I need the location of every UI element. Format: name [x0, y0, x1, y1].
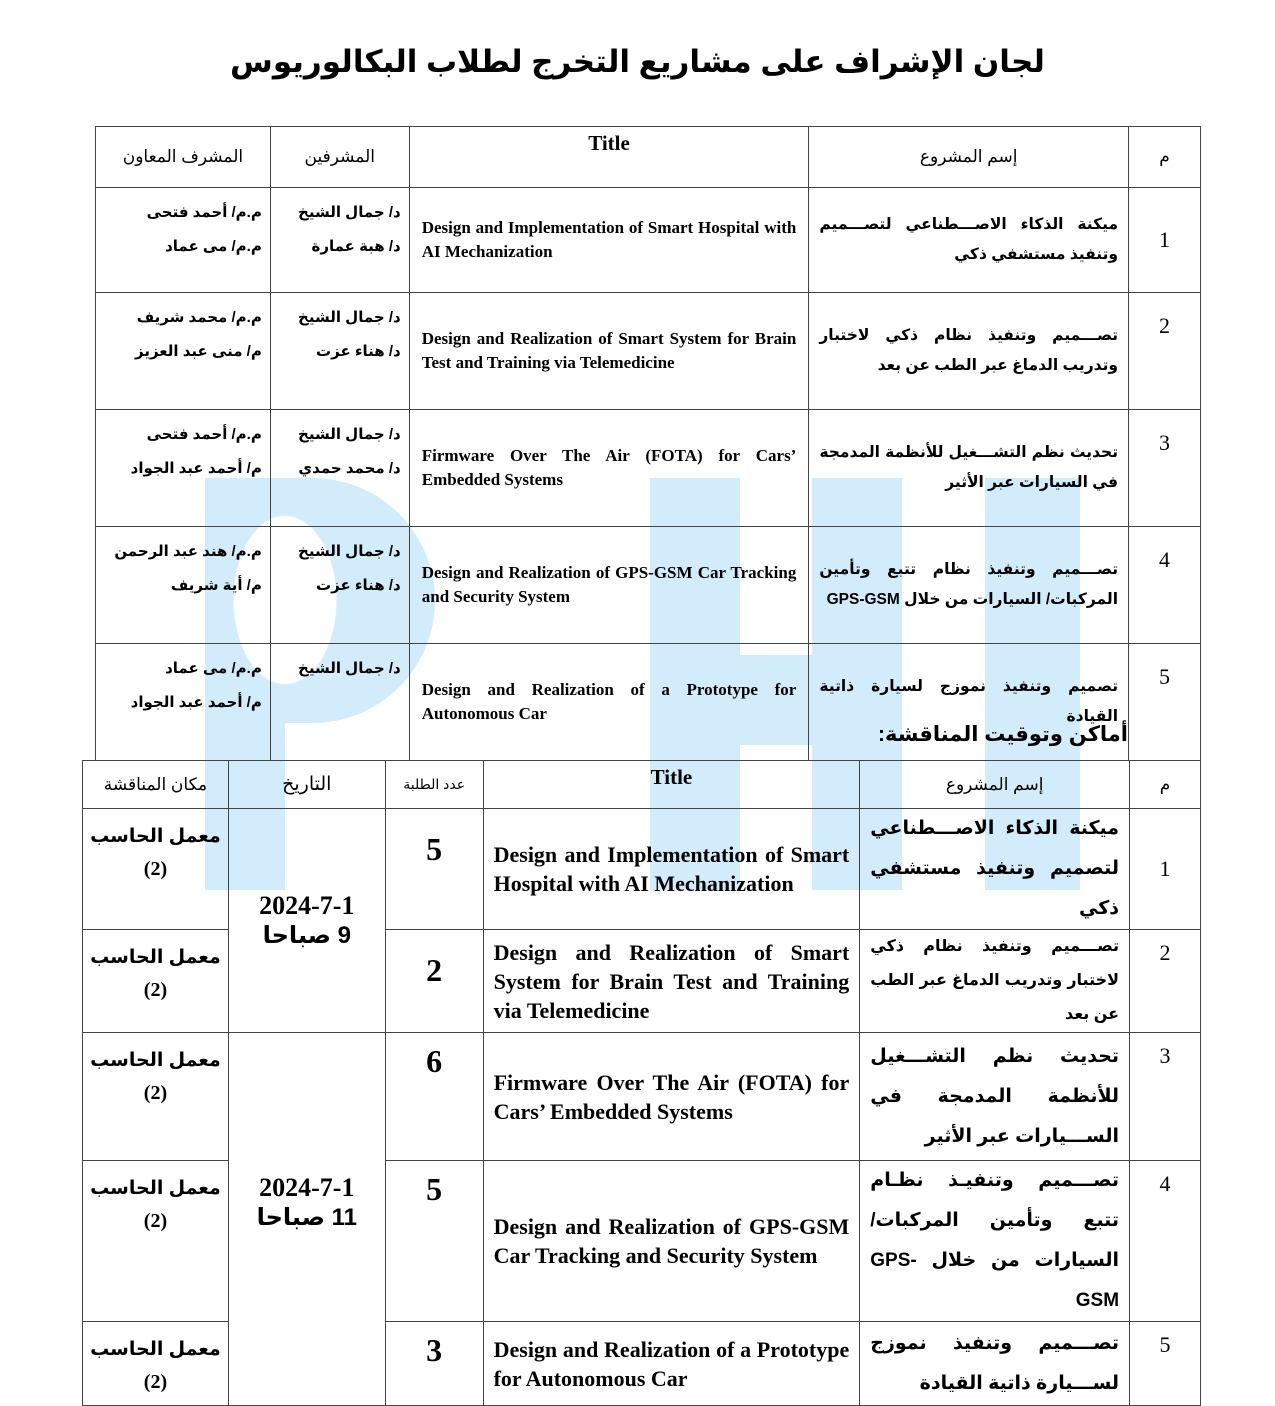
- project-name-ar: تحديث نظم التشـــغيل للأنظمة المدمجة في السيارات عبر الأثير: [809, 410, 1129, 527]
- venue-number: (2): [143, 1210, 168, 1232]
- project-title-en: Firmware Over The Air (FOTA) for Cars’ Embedded Systems: [409, 410, 809, 527]
- header-title: Title: [483, 761, 860, 809]
- header-venue: مكان المناقشة: [83, 761, 229, 809]
- table-header-row: [96, 127, 1201, 188]
- supervisors-cell: [270, 527, 409, 644]
- project-name-ar: ميكنة الذكاء الاصـــطناعي لتصميم وتنفيذ مستشفي ذكي: [860, 809, 1130, 930]
- discussion-time: 11 صباحا: [256, 1204, 357, 1231]
- project-title-en: Firmware Over The Air (FOTA) for Cars’ Embedded Systems: [483, 1033, 860, 1161]
- venue-name: معمل الحاسب: [90, 1050, 221, 1071]
- venue-number: (2): [143, 858, 168, 880]
- supervisor-name: د/ هناء عزت: [316, 577, 401, 594]
- venue-cell: [83, 1322, 229, 1406]
- venue-cell: [83, 930, 229, 1033]
- row-index: 1: [1130, 809, 1201, 930]
- co-supervisor-name: م.م/ هند عبد الرحمن: [114, 543, 262, 560]
- row-index: 1: [1129, 188, 1201, 293]
- co-supervisor-name: م.م/ أحمد فتحى: [146, 204, 262, 221]
- supervisor-name: د/ جمال الشيخ: [298, 204, 401, 221]
- supervision-table: [95, 126, 1201, 761]
- project-name-ar: تصـــميم وتنفيذ نظام ذكي لاختبار وتدريب الدماغ عبر الطب عن بعد: [860, 930, 1130, 1033]
- co-supervisors-cell: [96, 410, 271, 527]
- row-index: 5: [1129, 644, 1201, 761]
- co-supervisors-cell: [96, 188, 271, 293]
- co-supervisors-cell: [96, 644, 271, 761]
- project-title-en: Design and Realization of GPS-GSM Car Tracking and Security System: [483, 1161, 860, 1322]
- header-index: م: [1130, 761, 1201, 809]
- page-title: لجان الإشراف على مشاريع التخرج لطلاب البكالوريوس: [230, 44, 1045, 79]
- supervisor-name: د/ هبة عمارة: [311, 238, 401, 255]
- co-supervisor-name: م/ منى عبد العزيز: [135, 343, 262, 360]
- supervisors-cell: [270, 644, 409, 761]
- venue-cell: [83, 809, 229, 930]
- project-title-en: Design and Realization of Smart System for Brain Test and Training via Telemedicine: [409, 293, 809, 410]
- supervisors-cell: [270, 410, 409, 527]
- discussion-table: [82, 760, 1201, 1406]
- project-name-ar: تصـــميم وتنفيذ نموزج لســـيارة ذاتية القيادة: [860, 1322, 1130, 1406]
- supervisors-cell: [270, 293, 409, 410]
- student-count: 2: [385, 930, 483, 1033]
- project-title-en: Design and Implementation of Smart Hospital with AI Mechanization: [483, 809, 860, 930]
- table-row: [96, 527, 1201, 644]
- row-index: 3: [1129, 410, 1201, 527]
- supervisor-name: د/ هناء عزت: [316, 343, 401, 360]
- co-supervisor-name: م.م/ مى عماد: [165, 238, 262, 255]
- co-supervisor-name: م.م/ مى عماد: [165, 660, 262, 677]
- venue-cell: [83, 1161, 229, 1322]
- supervisor-name: د/ جمال الشيخ: [298, 660, 401, 677]
- venue-name: معمل الحاسب: [90, 1178, 221, 1199]
- student-count: 6: [385, 1033, 483, 1161]
- header-title: Title: [409, 127, 809, 188]
- table-row: [83, 809, 1201, 930]
- table-row: [96, 188, 1201, 293]
- discussion-time: 9 صباحا: [262, 921, 351, 949]
- venue-cell: [83, 1033, 229, 1161]
- supervisor-name: د/ جمال الشيخ: [298, 309, 401, 326]
- co-supervisor-name: م.م/ أحمد فتحى: [146, 426, 262, 443]
- project-name-ar: تصميم وتنفيذ نموزج لسيارة ذاتية القيادة: [809, 644, 1129, 761]
- header-co-supervisors: المشرف المعاون: [96, 127, 271, 188]
- student-count: 5: [385, 1161, 483, 1322]
- row-index: 2: [1129, 293, 1201, 410]
- student-count: 5: [385, 809, 483, 930]
- header-date: التاريخ: [228, 761, 385, 809]
- row-index: 5: [1130, 1322, 1201, 1406]
- project-title-en: Design and Realization of a Prototype for Autonomous Car: [409, 644, 809, 761]
- co-supervisors-cell: [96, 527, 271, 644]
- project-title-en: Design and Realization of GPS-GSM Car Tracking and Security System: [409, 527, 809, 644]
- discussion-heading: أماكن وتوقيت المناقشة:: [878, 723, 1128, 746]
- header-student-count: عدد الطلبة: [385, 761, 483, 809]
- row-index: 4: [1130, 1161, 1201, 1322]
- project-name-ar: تصـــميم وتنفيـذ نظـام تتبع وتأمين المركبات/ السيارات من خلال GPS-GSM: [860, 1161, 1130, 1322]
- venue-number: (2): [143, 979, 168, 1001]
- project-title-en: Design and Implementation of Smart Hospital with AI Mechanization: [409, 188, 809, 293]
- supervisor-name: د/ محمد حمدي: [298, 460, 401, 477]
- project-title-en: Design and Realization of Smart System for Brain Test and Training via Telemedicine: [483, 930, 860, 1033]
- table-row: [83, 1033, 1201, 1161]
- co-supervisor-name: م/ أحمد عبد الجواد: [130, 460, 262, 477]
- header-project-name: إسم المشروع: [809, 127, 1129, 188]
- project-name-ar: تصـــميم وتنفيذ نظام تتبع وتأمين المركبات/ السيارات من خلال GPS-GSM: [809, 527, 1129, 644]
- table-row: [96, 293, 1201, 410]
- header-supervisors: المشرفين: [270, 127, 409, 188]
- row-index: 4: [1129, 527, 1201, 644]
- supervisors-cell: [270, 188, 409, 293]
- date-cell: [228, 809, 385, 1033]
- row-index: 3: [1130, 1033, 1201, 1161]
- project-name-ar: تحديث نظم التشـــغيل للأنظمة المدمجة في الســـيارات عبر الأثير: [860, 1033, 1130, 1161]
- venue-name: معمل الحاسب: [90, 826, 221, 847]
- project-title-en: Design and Realization of a Prototype for Autonomous Car: [483, 1322, 860, 1406]
- venue-name: معمل الحاسب: [90, 947, 221, 968]
- co-supervisor-name: م/ أية شريف: [170, 577, 262, 594]
- co-supervisor-name: م/ أحمد عبد الجواد: [130, 694, 262, 711]
- header-project-name: إسم المشروع: [860, 761, 1130, 809]
- co-supervisors-cell: [96, 293, 271, 410]
- project-name-ar: تصـــميم وتنفيذ نظام ذكي لاختبار وتدريب الدماغ عبر الطب عن بعد: [809, 293, 1129, 410]
- venue-name: معمل الحاسب: [90, 1339, 221, 1360]
- date-cell: [228, 1033, 385, 1406]
- row-index: 2: [1130, 930, 1201, 1033]
- student-count: 3: [385, 1322, 483, 1406]
- venue-number: (2): [143, 1082, 168, 1104]
- discussion-date: 2024-7-1: [259, 890, 355, 920]
- discussion-date: 2024-7-1: [259, 1173, 355, 1202]
- table-header-row: [83, 761, 1201, 809]
- co-supervisor-name: م.م/ محمد شريف: [136, 309, 262, 326]
- table-row: [96, 410, 1201, 527]
- header-index: م: [1129, 127, 1201, 188]
- project-name-ar: ميكنة الذكاء الاصـــطناعي لتصـــميم وتنفيذ مستشفي ذكي: [809, 188, 1129, 293]
- supervisor-name: د/ جمال الشيخ: [298, 426, 401, 443]
- supervisor-name: د/ جمال الشيخ: [298, 543, 401, 560]
- venue-number: (2): [143, 1371, 168, 1393]
